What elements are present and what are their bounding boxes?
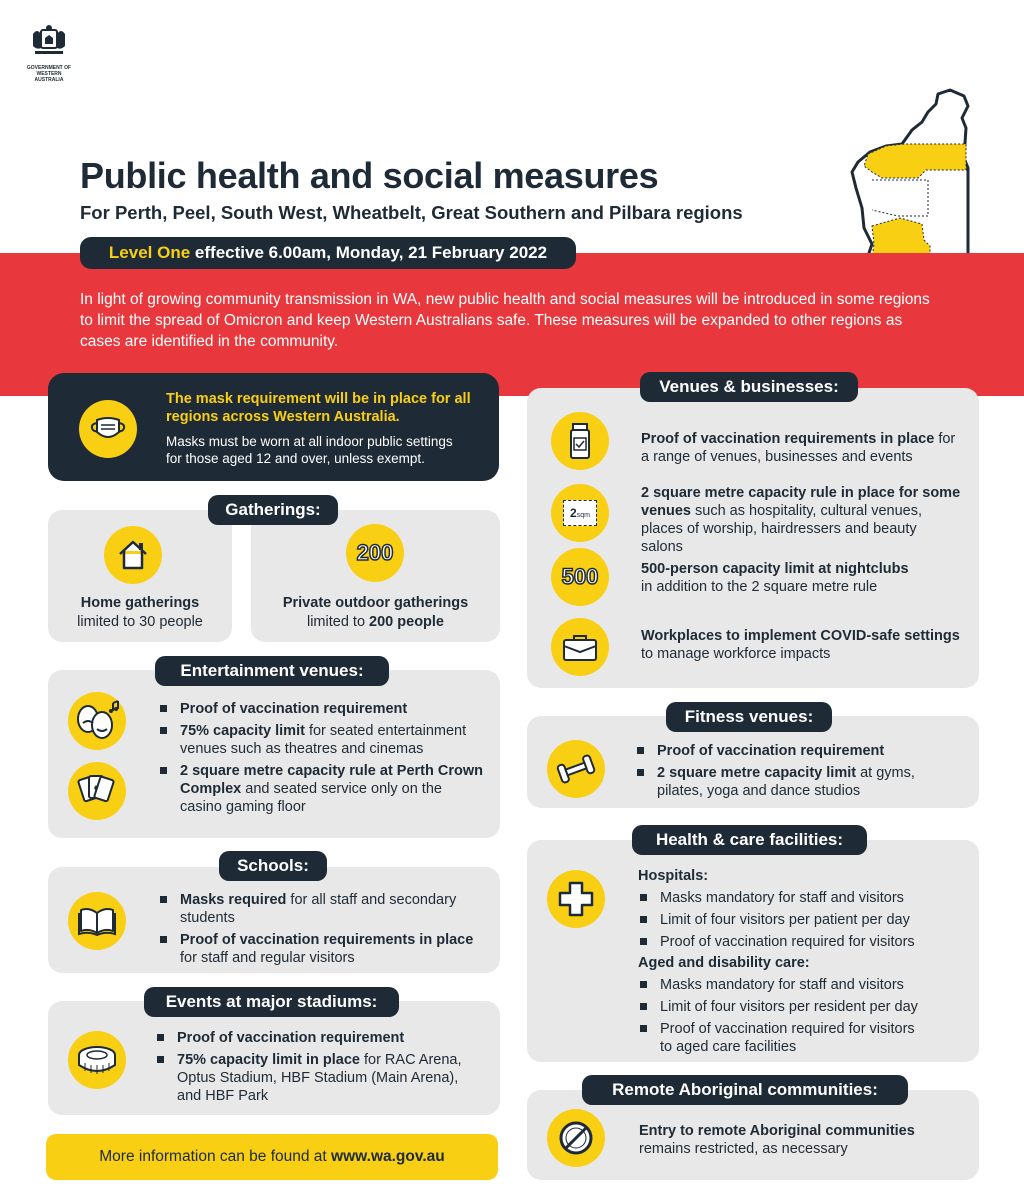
stadiums-b2-bold: 75% capacity limit in place (177, 1052, 360, 1068)
square-metre-icon (551, 484, 609, 542)
mask-icon (79, 400, 137, 458)
more-info-banner (46, 1134, 498, 1180)
venues-i1-bold: Proof of vaccination requirements in place (641, 431, 935, 447)
list-item (153, 1051, 483, 1105)
stadiums-heading: Events at major stadiums: (144, 987, 399, 1017)
intro-text: In light of growing community transmission in WA, new public health and social measures will be introduced in some regions to limit the spread of Omicron and keep Western Australians safe. These measures will be expanded to other regions as cases are identified in the community. (80, 291, 930, 350)
list-item (156, 722, 486, 758)
stadiums-b2-rest: for RAC Arena, Optus Stadium, HBF Stadium (Main Arena), and HBF Park (177, 1052, 462, 1104)
venues-item-4 (641, 627, 961, 663)
outdoor-gatherings-pre: limited to (306, 614, 370, 630)
aged-care-list (636, 976, 926, 1060)
schools-heading: Schools: (219, 851, 327, 881)
sqm-number: 2 (570, 506, 577, 520)
list-item: Masks mandatory for staff and visitors (636, 889, 966, 907)
entertainment-b3-bold: 2 square metre capacity rule at Perth Crown Complex (180, 763, 483, 797)
list-item: Limit of four visitors per resident per day (636, 998, 926, 1016)
gatherings-outdoor-card (251, 510, 500, 642)
schools-b2-bold: Proof of vaccination requirements in place (180, 932, 474, 948)
wa-gov-link[interactable]: www.wa.gov.au (331, 1148, 445, 1165)
schools-b1-bold: Masks required (180, 892, 287, 908)
list-item (156, 931, 486, 967)
house-icon (104, 526, 162, 584)
venues-i4-bold: Workplaces to implement COVID-safe settings (641, 628, 960, 644)
hospitals-heading: Hospitals: (638, 868, 709, 884)
playing-cards-icon (68, 762, 126, 820)
venues-item-3 (641, 560, 961, 596)
outdoor-gatherings-limit: 200 people (369, 614, 444, 630)
outdoor-gatherings-label: Private outdoor gatherings (282, 595, 469, 611)
medical-cross-icon (547, 870, 605, 928)
schools-card (48, 867, 500, 973)
list-item (156, 762, 486, 816)
sqm-badge (563, 500, 597, 526)
list-item: Limit of four visitors per patient per day (636, 911, 966, 929)
stadium-icon (68, 1031, 126, 1089)
stadiums-list (153, 1029, 483, 1109)
stadiums-b1: Proof of vaccination requirement (177, 1030, 405, 1046)
wa-government-logo (24, 24, 74, 83)
fitness-list (633, 742, 963, 804)
fitness-heading: Fitness venues: (666, 702, 832, 732)
level-effective: effective 6.00am, Monday, 21 February 2022 (194, 243, 548, 262)
list-item: Proof of vaccination required for visitors to aged care facilities (636, 1020, 926, 1056)
venues-i4-rest: to manage workforce impacts (641, 646, 831, 662)
remote-text (639, 1122, 959, 1158)
page-subtitle: For Perth, Peel, South West, Wheatbelt, Great Southern and Pilbara regions (80, 202, 743, 223)
venues-i2-bold: 2 square metre capacity rule in place for some venues (641, 485, 961, 519)
venues-i1-rest: for a range of venues, businesses and events (641, 431, 956, 465)
briefcase-icon (551, 618, 609, 676)
mask-body: Masks must be worn at all indoor public settings for those aged 12 and over, unless exempt. (166, 434, 453, 466)
venues-i2-rest: such as hospitality, cultural venues, places of worship, hairdressers and beauty salons (641, 503, 923, 555)
entertainment-card (48, 670, 500, 838)
venues-item-1 (641, 430, 961, 466)
entertainment-heading: Entertainment venues: (155, 656, 389, 686)
vaccine-vial-icon (551, 412, 609, 470)
stadiums-card (48, 1001, 500, 1115)
list-item: Masks mandatory for staff and visitors (636, 976, 926, 994)
dumbbell-icon (547, 740, 605, 798)
level-badge (80, 237, 576, 269)
fitness-b1: Proof of vaccination requirement (657, 743, 885, 759)
logo-line-2: WESTERN AUSTRALIA (34, 71, 64, 83)
500-icon-text: 500 (561, 564, 599, 589)
list-item (156, 891, 486, 927)
list-item (156, 700, 486, 718)
200-icon-text: 200 (356, 540, 394, 565)
aged-care-heading: Aged and disability care: (638, 955, 810, 971)
home-gatherings-label: Home gatherings (80, 595, 200, 611)
schools-list (156, 891, 486, 971)
page-title: Public health and social measures (80, 155, 659, 196)
list-item: Proof of vaccination required for visitors (636, 933, 966, 951)
200-people-icon (346, 524, 404, 582)
wa-region-map (842, 88, 972, 274)
list-item (633, 764, 963, 800)
book-icon (68, 892, 126, 950)
logo-line-1: GOVERNMENT OF (26, 65, 72, 71)
sqm-unit: sqm (576, 512, 590, 519)
schools-b1-rest: for all staff and secondary students (180, 892, 457, 926)
venues-i3-rest: in addition to the 2 square metre rule (641, 579, 878, 595)
mask-card (48, 373, 499, 481)
gatherings-heading: Gatherings: (208, 495, 338, 525)
fitness-b2-rest: at gyms, pilates, yoga and dance studios (657, 765, 915, 799)
entertainment-b2-bold: 75% capacity limit (180, 723, 305, 739)
health-card (527, 840, 979, 1062)
venues-i3-bold: 500-person capacity limit at nightclubs (641, 561, 909, 577)
restricted-icon (547, 1109, 605, 1167)
venues-card (527, 388, 979, 688)
level-label: Level One (108, 243, 191, 262)
coat-of-arms-icon (29, 24, 69, 60)
hospitals-list (636, 889, 966, 955)
health-heading: Health & care facilities: (632, 825, 867, 855)
500-capacity-icon (551, 548, 609, 606)
mask-headline: The mask requirement will be in place for all regions across Western Australia. (166, 391, 471, 425)
venues-item-2 (641, 484, 961, 556)
remote-rest: remains restricted, as necessary (639, 1141, 848, 1157)
entertainment-list (156, 700, 486, 820)
entertainment-b2-rest: for seated entertainment venues such as theatres and cinemas (180, 723, 467, 757)
remote-heading: Remote Aboriginal communities: (582, 1075, 908, 1105)
remote-bold: Entry to remote Aboriginal communities (639, 1123, 915, 1139)
entertainment-b1: Proof of vaccination requirement (180, 701, 408, 717)
list-item (633, 742, 963, 760)
venues-heading: Venues & businesses: (640, 372, 858, 402)
schools-b2-rest: for staff and regular visitors (180, 950, 355, 966)
more-info-text: More information can be found at (99, 1148, 332, 1165)
theatre-masks-icon (68, 692, 126, 750)
entertainment-b3-rest: and seated service only on the casino gaming floor (180, 781, 442, 815)
home-gatherings-limit: limited to 30 people (77, 614, 203, 630)
gatherings-home-card (48, 510, 232, 642)
list-item (153, 1029, 483, 1047)
fitness-b2-bold: 2 square metre capacity limit (657, 765, 857, 781)
